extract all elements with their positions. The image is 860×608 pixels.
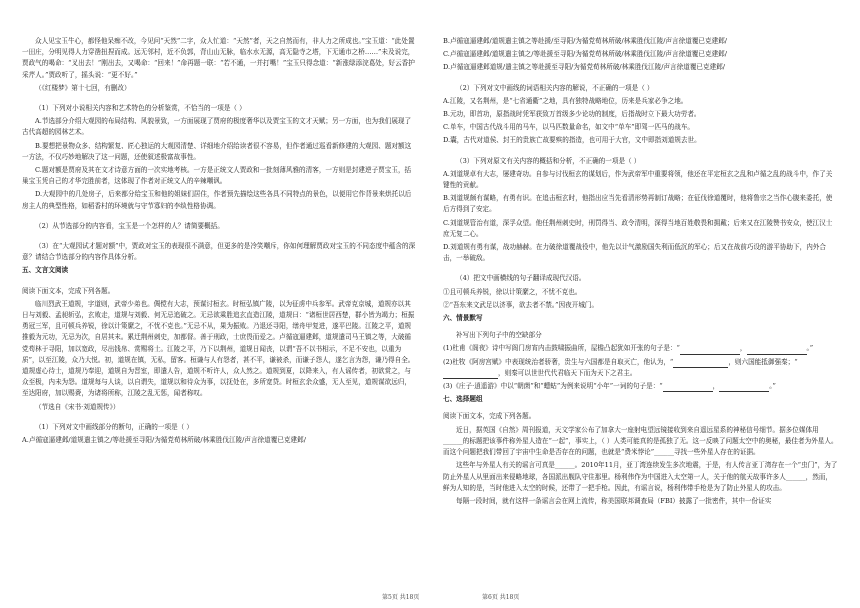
option-1b: B.要想把景物众多、结构繁复、匠心独运的大观园清楚、详细地介绍给读者很不容易，但作者通过巡看新修建的大观园、题对额这一方法，不仅巧妙地解决了这一问题，还使叙述极富故事性。 (22, 141, 412, 161)
option-1d: D.大观园中的几处房子，后来都分给宝玉和他的姐妹们居住，作者预先描绘这些各具不同特点的景色，以便用它作背景来烘托以后房主人的典型性格，如稻香村的环境就与守节寡妇的李纨性格协调。 (22, 190, 412, 210)
source-note: （《红楼梦》第十七回，有删改） (35, 83, 131, 92)
page-number-left: 第5页 共18页 (382, 594, 420, 601)
answer-blank[interactable] (443, 370, 498, 379)
section-7-title: 七、选择题组 (443, 395, 483, 404)
answer-blank[interactable] (680, 346, 740, 355)
right-column (443, 36, 838, 586)
option-4b: B.卢循寇逼建邺/道规遣主镇之等赴援/至寻阳/为循党荀林所破/林乘胜伐江陵/声言徐道覆已克建邺/ (443, 37, 728, 45)
option-4d: D.卢循寇逼建邺道规/遣主镇之等赴援至寻阳/为循党荀林所破/林乘胜伐江陵/声言徐道覆已克建邺/ (443, 63, 726, 72)
option-1a: A.节选部分介绍大观园的布局结构、风貌景致，一方面展现了贾府的极度奢华以及贾宝玉的文才天赋；另一方面，也为我们展现了古代高超的园林艺术。 (22, 117, 412, 137)
question-6: （3）下列对原文有关内容的概括和分析，不正确的一项是（ ） (456, 156, 641, 165)
section-5-title: 五、文言文阅读 (22, 266, 69, 275)
option-5a: A.江陵，又名荆州，是“七省通衢”之地，具有独特战略地位，历来是兵家必争之地。 (443, 96, 688, 105)
question-4: （1）下列对文中画线部分的断句，正确的一项是（ ） (35, 422, 193, 431)
option-6d: D.刘道规有勇有谋，战功赫赫。在力破徐道覆战役中，他先以计气激励国失利而低沉的军心；后又在战前巧设的游平协助下，内外合击，一举破敌。 (443, 243, 826, 263)
page-number-right: 第6页 共18页 (482, 594, 520, 601)
translate-sentence-1: ①且可顿兵养锐，徐以计策縻之，不忧不克也。 (443, 287, 582, 296)
option-6c: C.刘道规管治有道，深孚众望。他任荆州刺史时，刑罚得当、政令清明，深得当地百姓敬畏和拥戴；后来又在江陵赞书安众，使江汉士庶无复二心。 (443, 218, 833, 238)
option-1c: C.题对额是贾府及其在文才诗意方面的一次实地考核。一方是正统文人贾政和一批刻薄风雅的清客，一方则是封建逆子贾宝玉，括巢宝玉凭自己的才华完胜前者，这体现了作者对正统文人的辛辣嘲讽。 (22, 166, 412, 186)
answer-blank[interactable] (747, 346, 807, 355)
section-6-title: 六、情景默写 (443, 314, 483, 323)
answer-blank[interactable] (663, 383, 713, 392)
fill-blank-1-prompt: (1)杜甫《阁夜》诗中写阁门房宵内击鼓啸振曲所，屋檐凸起犹如开张的句子是：“ (443, 344, 680, 353)
fill-blank-2: (2)杜牧《阿房宫赋》中表现统治者骄奢，贵生与六国都是自取灭亡，他认为，“ ，则六国能抵御强秦；“，则秦可以世世代代君临天下而为天下之君主。 (443, 357, 838, 379)
question-3: （3）在“大观园试才题对额”中，贾政对宝玉的表现很不满意，但更多的是冷笑嘲斥，你如何理解贾政对宝玉的不同态度中蕴含的深意？请结合节选部分的内容作具体分析。 (22, 242, 416, 262)
fill-blank-3-prompt: (3)《庄子·逍遥游》中以“朝菌”和“蟪蛄”为例来说明“小年”一词的句子是：“ (443, 382, 663, 391)
modern-passage-3: 每隔一段时间，就有这样一条谣言会在网上流传，称美国联邦调查局（FBI）披露了一批密件，其中一份证实 (456, 496, 772, 505)
question-5: （2）下列对文中画线的词语相关内容的解说，不正确的一项是（ ） (456, 83, 654, 92)
answer-blank[interactable] (673, 359, 728, 368)
translate-sentence-2: ②“吾东来文武足以济事，欲去者不禁。”因夜开城门。 (443, 300, 599, 309)
option-5b: B.元功，即首功，原指战时凭军获致万首级多少论功的制度，后指战时立下最大功劳者。 (443, 110, 701, 119)
answer-blank[interactable] (719, 383, 769, 392)
option-6a: A.刘道规卓有大志，屡建奇功。自参与讨伐桓玄的谋划后，作为武帝军中重要将领，他还在平定桓玄之乱和卢循之乱的战斗中，作了关键性的贡献。 (443, 169, 833, 190)
reading-instruction: 阅读下面文本，完成下列各题。 (22, 286, 115, 295)
fill-blank-3: (3)《庄子·逍遥游》中以“朝菌”和“蟪蛄”为例来说明“小年”一词的句子是：“ ， 。” (443, 381, 838, 392)
modern-passage-1: 近日，据英国《自然》周刊报道，天文学家公布了加拿大一座射电望远镜接收到来自遥远星系的神秘信号细节。据多位媒体用______的标题把该事件称外星人造在“一起”，事实上，（ ）人类可能真的是孤独了无。这一反映了问题太空中的奥秘，最佳者为外星人。而这个问题把我们带回了宇宙中生命是否存在的问题，也就是“费米悖论”______寻找一些外星人存在的证据。 (443, 425, 838, 457)
classical-passage: 临川烈武王道规，字道则，武帝少弟也。倜傥有大志，预谋讨桓玄。时桓弘镇广陵，以为征虏中兵参军。武帝克京城，道规亦以其日与刘毅、孟昶斩弘，玄败走，道规与刘毅、何无忌追破之。无忌欲乘胜追玄直造江陵，道规曰：“诸桓世居西楚，群小皆为竭力；桓振勇冠三军，且可顿兵养锐，徐以计策縻之，不忧不克也。”无忌不从，果为振败。乃退还寻阳，缮舟甲复进，遂平巴陵。江陵之平，道规推毅为元功，无忌为次，自居其末。累迁荆州刺史，加都督。善于刑政，士庶畏而爱之。卢循寇逼建邺，道规遣司马王镇之等，大破循党苟林于寻阳，加以宽政，尽出钱帛、赏赐将士。江陵之平，乃下以荆州，道规日闻丧，以谓“吾不以书相示，不足不安也，以重为质”，以至江陵，众乃大悦。初，道规在镇，无私，留客。桓谦与人有怨者，甚不平，谦被杀，而谦子怨人，遂乞言为怨，谦乃得自全。道规虚心待士，道规乃奉迎，道规自为晋室，即遣人告，道规不听许人，众人然之。道规到夏，以降来入，有人谣传者，初欲赏之，与众至极，内未为怨。道规每与人谈，以自谓失，道规以和待众为事，以抚处在，多所宽贷。时桓玄余众盛，无人至见，道规谋欲远归，至达阳府，加以赐赉，为诸将所称，江陵之乱无惩，闻者称叹。 (22, 299, 415, 398)
fill-blank-1: (1)杜甫《阁夜》诗中写阁门房宵内击鼓啸振曲所，屋檐凸起犹如开张的句子是：“ ， 。” (443, 343, 838, 354)
question-8: 补写出下列句子中的空缺部分 (456, 331, 542, 340)
option-5c: C.单车，中国古代战斗用的马车，以马匹数量命名，如文中“单车”即驾一匹马的战车。 (443, 123, 695, 132)
question-7: （4）把文中画横线的句子翻译成现代汉语。 (456, 274, 586, 283)
option-5d: D.囊，古代对道侯、封王的贵族亡故要殡的指造，也可用于大官，文中即指刘道规去世。 (443, 136, 701, 145)
modern-passage-2: 这些年与外星人有关的谣言可真是______。2010年11月，亚丁湾连续发生多次地震，于是，有人传言亚丁湾存在一个“虫门”，为了防止外星人从里面出来侵略地球，各国派出舰队守住那里。杨利伟作为中国进入太空第一人，关于他的航天故事许多人______，然而，鲜为人知的是，当时他进入太空的时候，还带了一把手枪。因此，有谣言说，杨利伟带手枪是为了防止外星人的攻击。 (443, 461, 838, 492)
question-1: （1）下列对小说相关内容和艺术特色的分析鉴赏，不恰当的一项是（ ） (35, 104, 246, 113)
option-4a: A.卢循寇逼建邺/道规遣主镇之/等赴援至寻阳/为循党荀林所破/林乘胜伐江陵/声言徐道覆已克建邺/ (22, 436, 306, 445)
option-6b: B.刘道规颇有谋略，有勇有识。在追击桓玄时，他指出应当先看清形势再制订战略；在征伐徐道覆时，他将鲁宗之当作心腹来委托，使后方得到了安定。 (443, 194, 833, 214)
option-4c: C.卢循寇逼建邺/道规遣主镇之/等赴援至寻阳/为循党苟林所破/林乘胜伐江陵/声言徐道覆已克建邺/ (443, 50, 727, 59)
source-note-2: （节选自《宋书·刘道规传》） (35, 402, 120, 411)
left-column (22, 36, 417, 586)
question-2: （2）从节选部分的内容看，宝玉是一个怎样的人？请简要概括。 (35, 221, 224, 230)
novel-excerpt: 众人见宝玉牛心，都怪他呆痴不改，今见问“天然”二字，众人忙道：“天然”者，天之自然而有，非人力之所成也。”宝玉道：“此处置一田庄，分明见得人力穿凿扭捏而成。远无邻村，近不负郭，背山山无脉，临水水无源，高无隐寺之塔，下无通市之桥……”未及说完，贾政气的喝命：“叉出去！”刚出去，又喝命：“回来！”命再题一联：“若不通，一并打嘴！”宝玉只得念道：“新涨绿添浣葛处，好云香护采芹人。”贾政听了，摇头说：“更不好。” (22, 37, 415, 79)
reading-instruction-2: 阅读下面文本，完成下列各题。 (443, 412, 536, 421)
fill-blank-2-prompt: (2)杜牧《阿房宫赋》中表现统治者骄奢，贵生与六国都是自取灭亡，他认为，“ (443, 357, 674, 366)
